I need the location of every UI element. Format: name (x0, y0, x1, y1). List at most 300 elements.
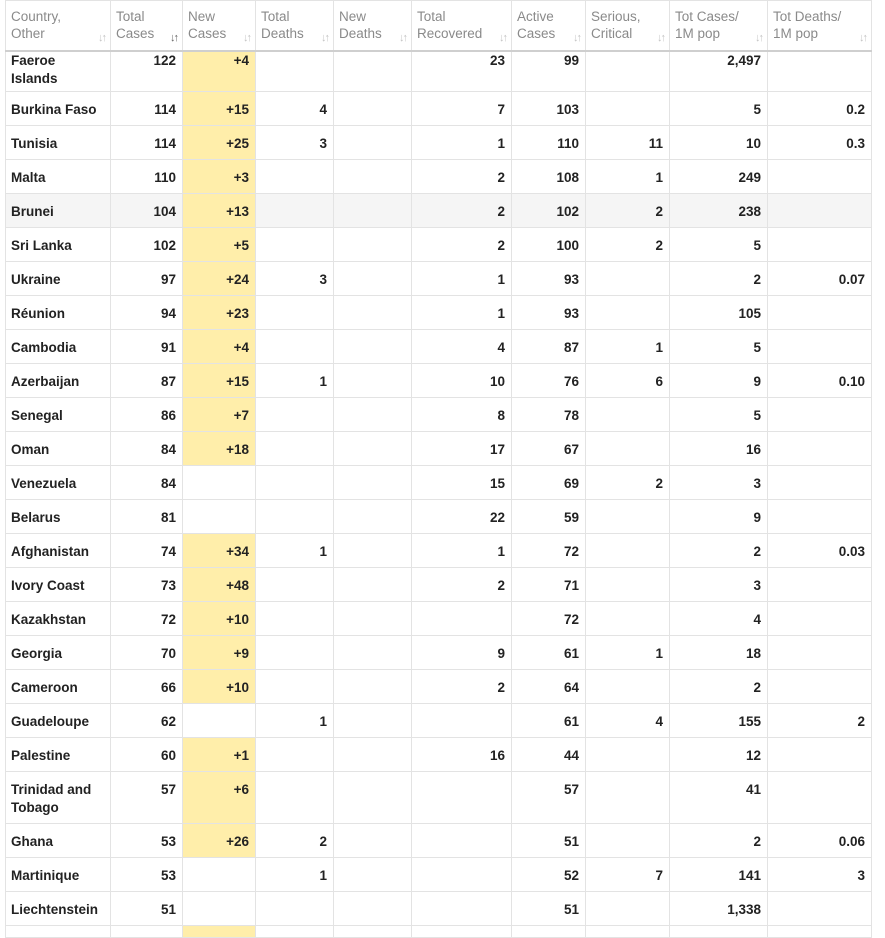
cell-total-recovered: 2 (412, 228, 512, 262)
cell-serious-critical: 2 (586, 228, 670, 262)
cell-country[interactable]: Kazakhstan (6, 602, 111, 636)
cell-new-deaths (334, 500, 412, 534)
cell-total-recovered: 1 (412, 126, 512, 160)
cell-total-recovered (412, 772, 512, 824)
cell-total-deaths (256, 670, 334, 704)
cell-total-recovered: 1 (412, 534, 512, 568)
cell-new-deaths (334, 636, 412, 670)
table-body (6, 51, 872, 938)
cell-total-cases: 74 (111, 534, 183, 568)
table-row (6, 398, 872, 432)
column-header-serious-critical[interactable] (586, 1, 670, 51)
cell-active-cases: 99 (512, 51, 586, 92)
cell-new-cases (183, 704, 256, 738)
cell-total-cases: 91 (111, 330, 183, 364)
column-header-total-deaths[interactable] (256, 1, 334, 51)
cell-total-recovered (412, 602, 512, 636)
cell-total-deaths (256, 296, 334, 330)
cell-tot-deaths-per-1m (768, 51, 872, 92)
column-header-label-line2: Cases (517, 26, 556, 41)
table-row (6, 262, 872, 296)
column-header-new-deaths[interactable] (334, 1, 412, 51)
cell-serious-critical: 1 (586, 330, 670, 364)
cell-active-cases: 57 (512, 772, 586, 824)
cell-tot-deaths-per-1m (768, 636, 872, 670)
cell-new-cases (183, 892, 256, 926)
sort-arrows-icon[interactable]: ↓↑ (98, 31, 105, 44)
cell-total-deaths (256, 636, 334, 670)
cell-country[interactable]: Cameroon (6, 670, 111, 704)
cell-tot-deaths-per-1m (768, 602, 872, 636)
cell-active-cases: 59 (512, 500, 586, 534)
column-header-active-cases[interactable] (512, 1, 586, 51)
cell-active-cases: 72 (512, 534, 586, 568)
cell-tot-cases-per-1m: 10 (670, 126, 768, 160)
cell-serious-critical (586, 824, 670, 858)
column-header-label-line1: Serious, (591, 9, 641, 24)
cell-country[interactable]: Faeroe Islands (6, 51, 111, 92)
cell-total-deaths (256, 772, 334, 824)
cell-total-deaths: 1 (256, 858, 334, 892)
cell-tot-cases-per-1m: 3 (670, 568, 768, 602)
cell-new-deaths (334, 398, 412, 432)
table-row (6, 296, 872, 330)
cell-serious-critical: 4 (586, 704, 670, 738)
cell-new-deaths (334, 92, 412, 126)
cell-active-cases: 93 (512, 296, 586, 330)
cell-tot-deaths-per-1m (768, 772, 872, 824)
cell-new-deaths (334, 926, 412, 938)
cell-total-cases: 110 (111, 160, 183, 194)
cell-total-cases: 122 (111, 51, 183, 92)
sort-arrows-icon[interactable]: ↓↑ (321, 31, 328, 44)
cell-serious-critical: 2 (586, 466, 670, 500)
cell-serious-critical (586, 500, 670, 534)
cell-total-recovered: 23 (412, 51, 512, 92)
cell-serious-critical: 7 (586, 858, 670, 892)
cell-tot-cases-per-1m: 4 (670, 602, 768, 636)
cell-total-cases: 114 (111, 126, 183, 160)
cell-total-recovered (412, 926, 512, 938)
cell-active-cases: 64 (512, 670, 586, 704)
cell-total-cases: 114 (111, 92, 183, 126)
table-row (6, 636, 872, 670)
cell-total-deaths (256, 602, 334, 636)
cell-new-deaths (334, 194, 412, 228)
cell-active-cases (512, 926, 586, 938)
cell-total-cases: 70 (111, 636, 183, 670)
cell-total-recovered (412, 892, 512, 926)
cell-total-cases: 51 (111, 892, 183, 926)
cell-country[interactable]: Tunisia (6, 126, 111, 160)
cell-new-cases (183, 466, 256, 500)
cell-serious-critical (586, 51, 670, 92)
table-row (6, 432, 872, 466)
cell-total-deaths (256, 398, 334, 432)
cell-total-cases: 72 (111, 602, 183, 636)
cell-tot-cases-per-1m: 3 (670, 466, 768, 500)
cell-tot-deaths-per-1m (768, 500, 872, 534)
cell-new-deaths (334, 670, 412, 704)
cell-tot-cases-per-1m: 5 (670, 228, 768, 262)
cell-new-deaths (334, 858, 412, 892)
column-header-label-line1: Tot Deaths/ (773, 9, 842, 24)
cell-total-deaths (256, 738, 334, 772)
cell-tot-deaths-per-1m: 2 (768, 704, 872, 738)
column-header-label-line1: Country, (11, 9, 62, 24)
table-row (6, 670, 872, 704)
cell-country[interactable]: Brunei (6, 194, 111, 228)
cell-new-cases: +3 (183, 160, 256, 194)
cell-serious-critical (586, 398, 670, 432)
cell-new-cases: +24 (183, 262, 256, 296)
cell-total-recovered: 1 (412, 262, 512, 296)
cell-new-cases: +48 (183, 568, 256, 602)
column-header-label-line2: Other (11, 26, 45, 41)
cell-tot-deaths-per-1m (768, 194, 872, 228)
cell-tot-cases-per-1m: 105 (670, 296, 768, 330)
cell-total-cases: 57 (111, 772, 183, 824)
cell-total-deaths: 3 (256, 126, 334, 160)
cell-serious-critical (586, 92, 670, 126)
cell-country[interactable] (6, 926, 111, 938)
cell-new-cases: +5 (183, 228, 256, 262)
cell-new-deaths (334, 432, 412, 466)
column-header-label-line1: Tot Cases/ (675, 9, 739, 24)
cell-active-cases: 76 (512, 364, 586, 398)
sort-arrows-icon[interactable]: ↓↑ (399, 31, 406, 44)
cell-tot-cases-per-1m: 12 (670, 738, 768, 772)
cell-new-deaths (334, 126, 412, 160)
cell-new-deaths (334, 568, 412, 602)
cell-tot-cases-per-1m: 2,497 (670, 51, 768, 92)
cell-total-recovered (412, 824, 512, 858)
cell-total-recovered: 8 (412, 398, 512, 432)
table-row (6, 160, 872, 194)
cell-total-recovered: 7 (412, 92, 512, 126)
cell-country[interactable]: Ukraine (6, 262, 111, 296)
sort-arrows-icon[interactable]: ↓↑ (755, 31, 762, 44)
cell-active-cases: 67 (512, 432, 586, 466)
cell-new-cases: +7 (183, 398, 256, 432)
table-row (6, 602, 872, 636)
cell-total-recovered: 1 (412, 296, 512, 330)
cell-new-cases: +9 (183, 636, 256, 670)
cell-total-deaths (256, 228, 334, 262)
cell-tot-deaths-per-1m (768, 926, 872, 938)
cell-new-cases: +10 (183, 670, 256, 704)
cell-tot-cases-per-1m: 5 (670, 398, 768, 432)
column-header-total-recovered[interactable] (412, 1, 512, 51)
cell-serious-critical (586, 296, 670, 330)
table-row (6, 824, 872, 858)
column-header-label-line2: 1M pop (773, 26, 819, 41)
table-row (6, 194, 872, 228)
cell-total-cases: 102 (111, 228, 183, 262)
table-row (6, 858, 872, 892)
cell-new-cases: +1 (183, 738, 256, 772)
cell-new-cases: +4 (183, 330, 256, 364)
cell-serious-critical: 2 (586, 194, 670, 228)
cell-tot-cases-per-1m: 5 (670, 92, 768, 126)
cell-tot-deaths-per-1m: 0.07 (768, 262, 872, 296)
cell-active-cases: 103 (512, 92, 586, 126)
cell-total-cases: 62 (111, 704, 183, 738)
cell-total-deaths (256, 892, 334, 926)
cell-total-cases: 66 (111, 670, 183, 704)
cell-country[interactable]: Guadeloupe (6, 704, 111, 738)
cell-total-recovered: 4 (412, 330, 512, 364)
cell-total-recovered: 15 (412, 466, 512, 500)
cell-total-cases: 73 (111, 568, 183, 602)
cell-tot-cases-per-1m: 155 (670, 704, 768, 738)
cell-tot-deaths-per-1m (768, 228, 872, 262)
column-header-new-cases[interactable] (183, 1, 256, 51)
cell-total-deaths (256, 432, 334, 466)
cell-serious-critical: 11 (586, 126, 670, 160)
cell-serious-critical: 1 (586, 636, 670, 670)
table-row (6, 704, 872, 738)
cell-country[interactable]: Cambodia (6, 330, 111, 364)
cell-serious-critical (586, 568, 670, 602)
cell-new-deaths (334, 892, 412, 926)
cell-total-deaths (256, 51, 334, 92)
cell-new-cases: +34 (183, 534, 256, 568)
table-row (6, 500, 872, 534)
cell-serious-critical: 6 (586, 364, 670, 398)
cell-total-deaths (256, 194, 334, 228)
cell-country[interactable]: Palestine (6, 738, 111, 772)
cell-country[interactable]: Azerbaijan (6, 364, 111, 398)
cell-country[interactable]: Sri Lanka (6, 228, 111, 262)
column-header-label-line1: Total (261, 9, 290, 24)
cell-active-cases: 87 (512, 330, 586, 364)
cell-tot-deaths-per-1m (768, 330, 872, 364)
cell-new-deaths (334, 466, 412, 500)
column-header-label-line1: New (188, 9, 216, 24)
cell-new-cases: +15 (183, 92, 256, 126)
cell-total-cases: 97 (111, 262, 183, 296)
cell-new-cases: +10 (183, 602, 256, 636)
cell-tot-deaths-per-1m: 0.06 (768, 824, 872, 858)
cell-tot-cases-per-1m: 2 (670, 824, 768, 858)
cell-new-cases (183, 926, 256, 938)
cell-country[interactable]: Belarus (6, 500, 111, 534)
cell-total-deaths (256, 568, 334, 602)
cell-country[interactable]: Venezuela (6, 466, 111, 500)
cell-country[interactable]: Ivory Coast (6, 568, 111, 602)
cell-country[interactable]: Georgia (6, 636, 111, 670)
cell-total-recovered: 2 (412, 160, 512, 194)
cell-total-recovered: 10 (412, 364, 512, 398)
cell-total-recovered: 2 (412, 194, 512, 228)
cell-tot-deaths-per-1m: 0.10 (768, 364, 872, 398)
cell-tot-deaths-per-1m: 0.03 (768, 534, 872, 568)
column-header-label-line2: Deaths (261, 26, 304, 41)
cell-country[interactable]: Malta (6, 160, 111, 194)
sort-arrows-icon[interactable]: ↓↑ (859, 31, 866, 44)
cell-tot-deaths-per-1m (768, 160, 872, 194)
cell-new-deaths (334, 738, 412, 772)
cell-active-cases: 108 (512, 160, 586, 194)
column-header-label-line2: Cases (116, 26, 155, 41)
cell-active-cases: 110 (512, 126, 586, 160)
cell-new-deaths (334, 160, 412, 194)
cell-new-deaths (334, 364, 412, 398)
cell-country[interactable]: Oman (6, 432, 111, 466)
cell-tot-cases-per-1m (670, 926, 768, 938)
cell-total-recovered (412, 704, 512, 738)
cell-total-cases: 81 (111, 500, 183, 534)
cell-tot-cases-per-1m: 41 (670, 772, 768, 824)
cell-tot-deaths-per-1m (768, 296, 872, 330)
cell-tot-deaths-per-1m (768, 568, 872, 602)
table-row (6, 228, 872, 262)
cell-tot-cases-per-1m: 2 (670, 534, 768, 568)
cell-new-cases: +23 (183, 296, 256, 330)
cell-tot-cases-per-1m: 2 (670, 262, 768, 296)
cell-new-deaths (334, 704, 412, 738)
column-header-country[interactable] (6, 1, 111, 51)
column-header-tot-cases-per-1m[interactable] (670, 1, 768, 51)
cell-total-deaths (256, 160, 334, 194)
sort-arrows-icon[interactable]: ↓↑ (499, 31, 506, 44)
cell-tot-deaths-per-1m: 3 (768, 858, 872, 892)
cell-tot-deaths-per-1m (768, 670, 872, 704)
header-row (6, 1, 872, 51)
sort-arrows-icon[interactable]: ↓↑ (573, 31, 580, 44)
cell-new-cases: +25 (183, 126, 256, 160)
cell-serious-critical (586, 738, 670, 772)
cell-tot-deaths-per-1m (768, 738, 872, 772)
cell-tot-deaths-per-1m (768, 466, 872, 500)
cell-active-cases: 69 (512, 466, 586, 500)
table-row (6, 466, 872, 500)
cell-tot-cases-per-1m: 1,338 (670, 892, 768, 926)
cell-total-deaths: 3 (256, 262, 334, 296)
cell-serious-critical (586, 432, 670, 466)
cell-serious-critical (586, 892, 670, 926)
cell-active-cases: 61 (512, 704, 586, 738)
cell-active-cases: 102 (512, 194, 586, 228)
cell-serious-critical (586, 670, 670, 704)
cell-new-deaths (334, 51, 412, 92)
column-header-label-line1: Active (517, 9, 554, 24)
cell-new-cases (183, 858, 256, 892)
cell-total-recovered: 17 (412, 432, 512, 466)
cell-new-deaths (334, 296, 412, 330)
cell-total-cases: 87 (111, 364, 183, 398)
cell-total-cases (111, 926, 183, 938)
table-row (6, 534, 872, 568)
sort-arrows-icon[interactable]: ↓↑ (170, 31, 177, 44)
column-header-tot-deaths-per-1m[interactable] (768, 1, 872, 51)
cell-country[interactable]: Afghanistan (6, 534, 111, 568)
cell-tot-cases-per-1m: 2 (670, 670, 768, 704)
cell-tot-cases-per-1m: 9 (670, 500, 768, 534)
cell-active-cases: 52 (512, 858, 586, 892)
cell-country[interactable]: Burkina Faso (6, 92, 111, 126)
cell-country[interactable]: Martinique (6, 858, 111, 892)
column-header-label-line2: 1M pop (675, 26, 721, 41)
cell-tot-cases-per-1m: 141 (670, 858, 768, 892)
cell-active-cases: 61 (512, 636, 586, 670)
cell-new-deaths (334, 330, 412, 364)
cell-new-cases: +4 (183, 51, 256, 92)
cell-tot-cases-per-1m: 16 (670, 432, 768, 466)
cell-tot-deaths-per-1m: 0.2 (768, 92, 872, 126)
table-row (6, 330, 872, 364)
table-row (6, 772, 872, 824)
cell-total-cases: 86 (111, 398, 183, 432)
cell-total-cases: 84 (111, 466, 183, 500)
cell-country[interactable]: Liechtenstein (6, 892, 111, 926)
table-row (6, 568, 872, 602)
cell-tot-cases-per-1m: 5 (670, 330, 768, 364)
column-header-label-line1: New (339, 9, 367, 24)
cell-total-cases: 104 (111, 194, 183, 228)
cell-country[interactable]: Réunion (6, 296, 111, 330)
cell-total-cases: 53 (111, 858, 183, 892)
table-row (6, 51, 872, 92)
cell-active-cases: 93 (512, 262, 586, 296)
cell-country[interactable]: Trinidad and Tobago (6, 772, 111, 824)
cell-total-deaths: 2 (256, 824, 334, 858)
cell-serious-critical (586, 772, 670, 824)
column-header-total-cases[interactable] (111, 1, 183, 51)
cell-new-deaths (334, 262, 412, 296)
cell-total-deaths: 4 (256, 92, 334, 126)
cell-active-cases: 72 (512, 602, 586, 636)
table-row (6, 126, 872, 160)
cell-active-cases: 51 (512, 892, 586, 926)
cell-new-deaths (334, 772, 412, 824)
cell-new-cases: +6 (183, 772, 256, 824)
cell-serious-critical: 1 (586, 160, 670, 194)
cell-new-deaths (334, 824, 412, 858)
table-row (6, 892, 872, 926)
cell-tot-deaths-per-1m (768, 398, 872, 432)
cell-tot-cases-per-1m: 238 (670, 194, 768, 228)
sort-arrows-icon[interactable]: ↓↑ (243, 31, 250, 44)
cell-new-deaths (334, 602, 412, 636)
column-header-label-line1: Total (417, 9, 446, 24)
column-header-label-line1: Total (116, 9, 145, 24)
cell-tot-cases-per-1m: 18 (670, 636, 768, 670)
cell-total-deaths (256, 466, 334, 500)
table-row (6, 926, 872, 938)
cell-total-recovered: 2 (412, 670, 512, 704)
cell-tot-deaths-per-1m: 0.3 (768, 126, 872, 160)
cell-new-cases (183, 500, 256, 534)
cell-new-cases: +18 (183, 432, 256, 466)
cell-country[interactable]: Senegal (6, 398, 111, 432)
table-row (6, 92, 872, 126)
cell-total-recovered: 16 (412, 738, 512, 772)
cell-tot-deaths-per-1m (768, 892, 872, 926)
cell-new-deaths (334, 534, 412, 568)
column-header-label-line2: Critical (591, 26, 633, 41)
sort-arrows-icon[interactable]: ↓↑ (657, 31, 664, 44)
cell-active-cases: 51 (512, 824, 586, 858)
cell-total-deaths (256, 330, 334, 364)
column-header-label-line2: Recovered (417, 26, 483, 41)
cell-active-cases: 78 (512, 398, 586, 432)
cell-total-deaths: 1 (256, 534, 334, 568)
cell-country[interactable]: Ghana (6, 824, 111, 858)
cell-active-cases: 71 (512, 568, 586, 602)
cell-serious-critical (586, 534, 670, 568)
